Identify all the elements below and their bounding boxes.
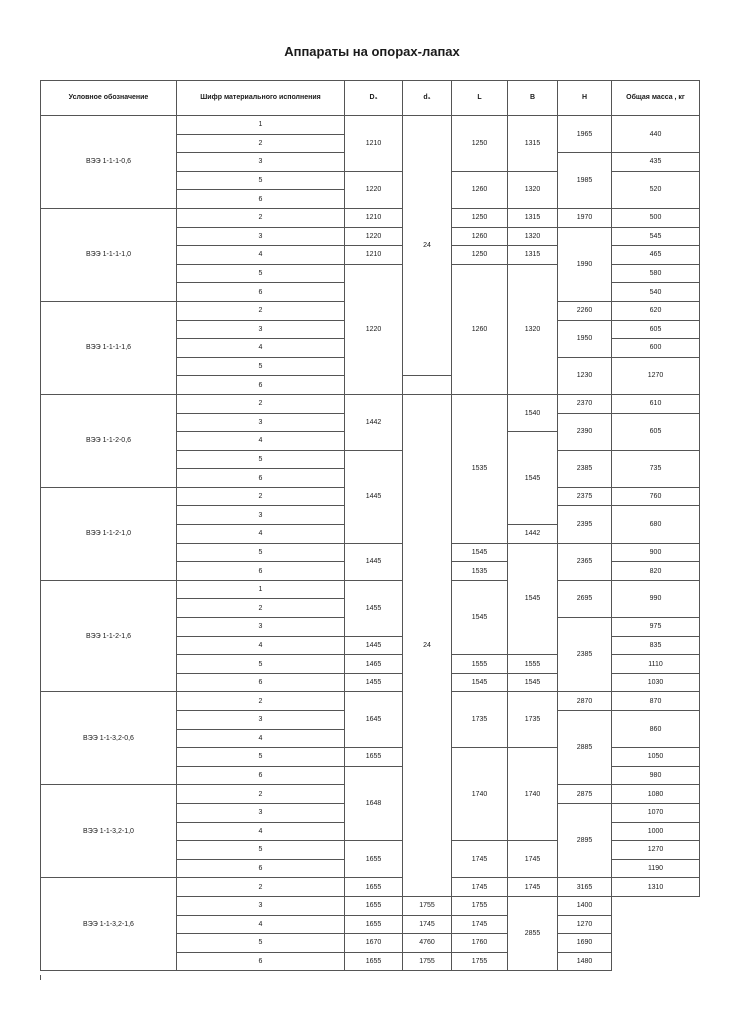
mass-cell: 1030 [612, 673, 700, 692]
D1-cell: 1210 [345, 208, 403, 227]
L-cell: 1535 [452, 562, 508, 581]
apparatus-table [40, 80, 700, 971]
L-cell: 1745 [452, 841, 508, 878]
L-cell: 1250 [452, 246, 508, 265]
mass-cell: 835 [612, 636, 700, 655]
d1-cell: 24 [403, 394, 452, 896]
B-cell: 1745 [508, 841, 558, 878]
H-cell: 1970 [558, 208, 612, 227]
H-cell: 2365 [558, 543, 612, 580]
D1-cell: 1465 [345, 655, 403, 674]
D1-cell: 1230 [558, 357, 612, 394]
mass-cell: 605 [612, 413, 700, 450]
material-cell: 5 [177, 264, 345, 283]
material-cell: 4 [177, 525, 345, 544]
mass-cell: 610 [612, 394, 700, 413]
table-row [41, 394, 700, 413]
H-cell: 2395 [558, 506, 612, 543]
D1-cell: 1655 [345, 878, 403, 897]
L-cell: 1250 [452, 208, 508, 227]
mass-cell: 980 [612, 766, 700, 785]
material-cell: 4 [177, 246, 345, 265]
B-cell: 1745 [508, 878, 558, 897]
header-d1: d₁ [403, 81, 452, 116]
material-cell: 1 [177, 580, 345, 599]
D1-cell: 1210 [345, 116, 403, 172]
D1-cell: 1445 [345, 450, 403, 543]
designation-cell: ВЭЭ 1-1-3,2-1,6 [41, 878, 177, 971]
mass-cell: 1110 [612, 655, 700, 674]
D1-cell: 1648 [345, 766, 403, 840]
L-cell: 1270 [612, 357, 700, 394]
mass-cell: 870 [612, 692, 700, 711]
header-H: H [558, 81, 612, 116]
mass-cell: 465 [612, 246, 700, 265]
header-D1: D₁ [345, 81, 403, 116]
mass-cell: 1050 [612, 748, 700, 767]
D1-cell: 1455 [345, 673, 403, 692]
L-cell: 1250 [452, 116, 508, 172]
material-cell: 2 [177, 394, 345, 413]
material-cell: 6 [177, 766, 345, 785]
D1-cell: 1655 [345, 748, 403, 767]
material-cell: 5 [177, 655, 345, 674]
material-cell: 2 [177, 134, 345, 153]
L-cell: 1260 [452, 264, 508, 394]
B-cell: 1745 [452, 915, 508, 934]
mass-cell: 1480 [558, 952, 612, 971]
header-B: B [508, 81, 558, 116]
L-cell: 1740 [452, 748, 508, 841]
material-cell: 6 [177, 283, 345, 302]
L-cell: 1260 [452, 171, 508, 208]
B-cell: 1755 [452, 896, 508, 915]
material-cell: 2 [177, 599, 345, 618]
H-cell: 2895 [558, 803, 612, 877]
D1-cell: 1655 [345, 952, 403, 971]
B-cell: 1735 [508, 692, 558, 748]
material-cell: 6 [177, 469, 345, 488]
header-mass: Общая масса , кг [612, 81, 700, 116]
B-cell: 1320 [508, 264, 558, 394]
header-designation: Условное обозначение [41, 81, 177, 116]
H-cell: 1985 [558, 153, 612, 209]
mass-cell: 605 [612, 320, 700, 339]
material-cell: 3 [177, 227, 345, 246]
table-row [41, 878, 700, 897]
B-cell: 1555 [508, 655, 558, 674]
material-cell: 2 [177, 301, 345, 320]
B-cell: 1315 [508, 246, 558, 265]
designation-cell: ВЭЭ 1-1-1-0,6 [41, 116, 177, 209]
material-cell: 2 [177, 208, 345, 227]
B-cell: 1315 [508, 208, 558, 227]
D1-cell: 1220 [345, 227, 403, 246]
material-cell: 2 [177, 878, 345, 897]
D1-cell: 1442 [508, 525, 558, 544]
material-cell: 4 [177, 915, 345, 934]
page-title: Аппараты на опорах-лапах [284, 44, 460, 59]
material-cell: 6 [177, 376, 345, 395]
material-cell: 3 [177, 153, 345, 172]
mass-cell: 735 [612, 450, 700, 487]
designation-cell: ВЭЭ 1-1-2-0,6 [41, 394, 177, 487]
mass-cell: 1080 [612, 785, 700, 804]
mass-cell: 520 [612, 171, 700, 208]
mass-cell: 860 [612, 711, 700, 748]
D1-cell: 1220 [345, 171, 403, 208]
H-cell: 2870 [558, 692, 612, 711]
material-cell: 5 [177, 357, 345, 376]
H-cell: 1965 [558, 116, 612, 153]
designation-cell: ВЭЭ 1-1-3,2-0,6 [41, 692, 177, 785]
B-cell: 1545 [508, 543, 558, 655]
table-header-row [41, 81, 700, 116]
mass-cell: 545 [612, 227, 700, 246]
B-cell: 1320 [508, 171, 558, 208]
B-cell: 1315 [508, 116, 558, 172]
designation-cell: ВЭЭ 1-1-1-1,0 [41, 208, 177, 301]
material-cell: 3 [177, 711, 345, 730]
H-cell: 2855 [508, 896, 558, 970]
mass-cell: 580 [612, 264, 700, 283]
mass-cell: 1400 [558, 896, 612, 915]
H-cell: 3165 [558, 878, 612, 897]
material-cell: 3 [177, 896, 345, 915]
L-cell: 1555 [452, 655, 508, 674]
B-cell: 1545 [508, 673, 558, 692]
material-cell: 3 [177, 320, 345, 339]
material-cell: 1 [177, 116, 345, 135]
D1-cell: 1210 [345, 246, 403, 265]
material-cell: 3 [177, 413, 345, 432]
D1-cell: 1645 [345, 692, 403, 748]
H-cell: 2385 [558, 618, 612, 692]
B-cell: 1545 [508, 432, 558, 525]
mass-cell: 1270 [612, 841, 700, 860]
mass-cell: 990 [612, 580, 700, 617]
D1-cell: 1442 [345, 394, 403, 450]
L-cell: 1735 [452, 692, 508, 748]
mass-cell: 600 [612, 339, 700, 358]
L-cell: 1745 [452, 878, 508, 897]
mass-cell: 440 [612, 116, 700, 153]
mass-cell: 820 [612, 562, 700, 581]
L-cell: 1535 [452, 394, 508, 543]
L-cell: 1260 [452, 227, 508, 246]
H-cell: 2375 [558, 487, 612, 506]
material-cell: 3 [177, 506, 345, 525]
material-cell: 3 [177, 618, 345, 637]
L-cell: 1545 [452, 673, 508, 692]
material-cell: 6 [177, 952, 345, 971]
designation-cell: ВЭЭ 1-1-2-1,0 [41, 487, 177, 580]
D1-cell: 1455 [345, 580, 403, 636]
B-cell: 1755 [452, 952, 508, 971]
mass-cell: 540 [612, 283, 700, 302]
material-cell: 5 [177, 748, 345, 767]
D1-cell: 1670 [345, 934, 403, 953]
H-cell: 1950 [558, 320, 612, 357]
material-cell: 4 [177, 432, 345, 451]
material-cell: 4 [177, 729, 345, 748]
H-cell: 2385 [558, 450, 612, 487]
H-cell: 2875 [558, 785, 612, 804]
mass-cell: 1310 [612, 878, 700, 897]
L-cell: 1745 [403, 915, 452, 934]
designation-cell: ВЭЭ 1-1-1-1,6 [41, 301, 177, 394]
D1-cell: 1445 [345, 543, 403, 580]
D1-cell: 1220 [345, 264, 403, 394]
material-cell: 6 [177, 673, 345, 692]
mass-cell: 1690 [558, 934, 612, 953]
table-row [41, 580, 700, 599]
mass-cell: 760 [612, 487, 700, 506]
table-row [41, 208, 700, 227]
D1-cell: 1445 [345, 636, 403, 655]
header-L: L [452, 81, 508, 116]
L-cell: 1545 [452, 580, 508, 654]
header-material: Шифр материального исполнения [177, 81, 345, 116]
material-cell: 6 [177, 562, 345, 581]
table-row [41, 116, 700, 135]
mass-cell: 680 [612, 506, 700, 543]
material-cell: 2 [177, 785, 345, 804]
mass-cell: 1190 [612, 859, 700, 878]
material-cell: 5 [177, 171, 345, 190]
H-cell: 2695 [558, 580, 612, 617]
mass-cell: 435 [612, 153, 700, 172]
mass-cell: 975 [612, 618, 700, 637]
mass-cell: 1070 [612, 803, 700, 822]
material-cell: 6 [177, 190, 345, 209]
L-cell: 4760 [403, 934, 452, 953]
mass-cell: 500 [612, 208, 700, 227]
B-cell: 1740 [508, 748, 558, 841]
L-cell: 1755 [403, 952, 452, 971]
material-cell: 5 [177, 934, 345, 953]
material-cell: 4 [177, 636, 345, 655]
B-cell: 1760 [452, 934, 508, 953]
material-cell: 4 [177, 822, 345, 841]
L-cell: 1545 [452, 543, 508, 562]
material-cell: 2 [177, 692, 345, 711]
mass-cell: 1000 [612, 822, 700, 841]
H-cell: 2260 [558, 301, 612, 320]
D1-cell: 1655 [345, 896, 403, 915]
designation-cell: ВЭЭ 1-1-3,2-1,0 [41, 785, 177, 878]
B-cell: 1320 [508, 227, 558, 246]
D1-cell: 1655 [345, 841, 403, 878]
mass-cell: 900 [612, 543, 700, 562]
material-cell: 6 [177, 859, 345, 878]
material-cell: 5 [177, 450, 345, 469]
mass-cell: 1270 [558, 915, 612, 934]
designation-cell: ВЭЭ 1-1-2-1,6 [41, 580, 177, 692]
table-row [41, 692, 700, 711]
H-cell: 2390 [558, 413, 612, 450]
mass-cell: 620 [612, 301, 700, 320]
H-cell: 2370 [558, 394, 612, 413]
d1-cell: 24 [403, 116, 452, 376]
material-cell: 5 [177, 543, 345, 562]
material-cell: 3 [177, 803, 345, 822]
D1-cell: 1655 [345, 915, 403, 934]
material-cell: 4 [177, 339, 345, 358]
H-cell: 2885 [558, 711, 612, 785]
table-edge-stub [40, 975, 41, 980]
L-cell: 1755 [403, 896, 452, 915]
H-cell: 1990 [558, 227, 612, 301]
B-cell: 1540 [508, 394, 558, 431]
material-cell: 5 [177, 841, 345, 860]
material-cell: 2 [177, 487, 345, 506]
